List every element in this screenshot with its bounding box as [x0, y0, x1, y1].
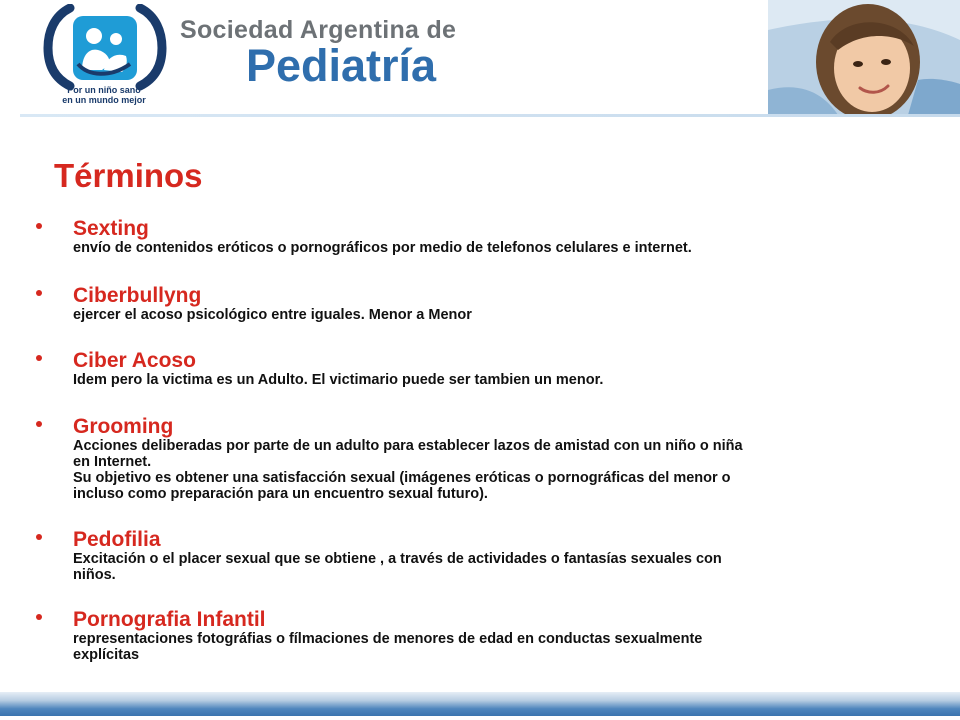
term-ciber-acoso — [36, 349, 936, 388]
terms-list — [36, 217, 936, 663]
term-definition-line: Excitación o el placer sexual que se obtiene , a través de actividades o fantasías sexuales con — [73, 551, 722, 567]
term-definition-line: Su objetivo es obtener una satisfacción sexual (imágenes eróticas o pornográficas del menor o — [73, 470, 731, 486]
term-definition-line: incluso como preparación para un encuentro sexual futuro). — [73, 486, 488, 502]
bullet-icon — [36, 290, 42, 296]
org-name-highlight: Pediatría — [246, 40, 437, 91]
term-pedofilia — [36, 528, 936, 583]
term-name: Ciber Acoso — [73, 349, 196, 372]
term-name: Pornografia Infantil — [73, 608, 266, 631]
term-name: Grooming — [73, 415, 174, 438]
header-divider — [20, 114, 960, 117]
header-banner — [0, 0, 960, 118]
child-photo — [768, 0, 960, 115]
org-name: Sociedad Argentina de — [180, 16, 457, 44]
bullet-icon — [36, 421, 42, 427]
bullet-icon — [36, 223, 42, 229]
term-name: Pedofilia — [73, 528, 161, 551]
logo-motto — [40, 85, 168, 105]
term-definition-line: en Internet. — [73, 454, 152, 470]
slide-title: Términos — [54, 157, 203, 194]
term-pornografia-infantil — [36, 608, 936, 663]
footer-bar — [0, 692, 960, 720]
term-definition-line: Acciones deliberadas por parte de un adulto para establecer lazos de amistad con un niño o niña — [73, 438, 743, 454]
term-definition-line: representaciones fotográfias o fílmaciones de menores de edad en conductas sexualmente — [73, 631, 703, 647]
term-ciberbullyng — [36, 284, 936, 323]
term-grooming — [36, 415, 936, 502]
bullet-icon — [36, 614, 42, 620]
logo-motto-line-2: en un mundo mejor — [62, 95, 146, 105]
term-definition: Idem pero la victima es un Adulto. El victimario puede ser tambien un menor. — [73, 372, 604, 388]
term-name: Ciberbullyng — [73, 284, 202, 307]
term-definition: envío de contenidos eróticos o pornográficos por medio de telefonos celulares e internet. — [73, 240, 692, 256]
term-definition-line: niños. — [73, 567, 116, 583]
term-definition-line: explícitas — [73, 647, 140, 663]
term-definition: ejercer el acoso psicológico entre iguales. Menor a Menor — [73, 307, 472, 323]
bullet-icon — [36, 534, 42, 540]
bullet-icon — [36, 355, 42, 361]
logo-motto-line-1: Por un niño sano — [67, 85, 141, 95]
term-name: Sexting — [73, 217, 149, 240]
term-sexting — [36, 217, 936, 256]
